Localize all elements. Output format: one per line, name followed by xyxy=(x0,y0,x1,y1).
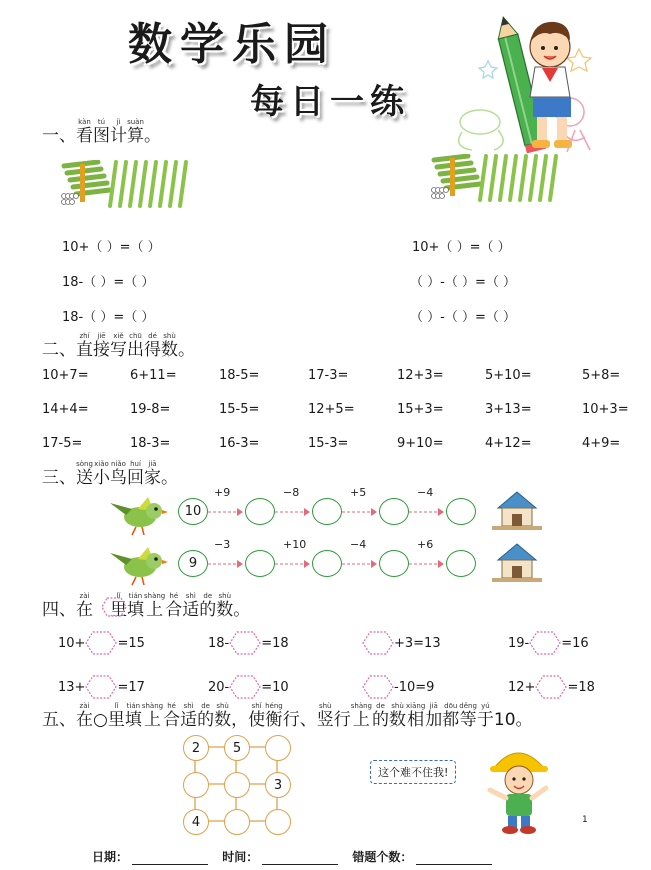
pinyin xyxy=(161,460,178,468)
sticks-bundle-right xyxy=(428,154,563,206)
calc-item: 5+10= xyxy=(485,368,532,383)
pinyin xyxy=(93,702,108,710)
arrow-head xyxy=(304,560,310,568)
page-number: 1 xyxy=(582,815,588,825)
pinyin: shì xyxy=(185,592,196,600)
calc-item: 19-8= xyxy=(130,402,171,417)
hanzi: 合 xyxy=(165,600,183,620)
time-label: 时间： xyxy=(222,850,259,864)
heading-char xyxy=(93,460,110,488)
pinyin xyxy=(283,702,300,710)
operation-label: −8 xyxy=(283,486,300,499)
hanzi: 填 xyxy=(124,710,142,730)
ring-cell[interactable] xyxy=(265,809,291,835)
pinyin xyxy=(334,702,351,710)
calc-item: 3+13= xyxy=(485,402,532,417)
operation-label: +5 xyxy=(350,486,367,499)
pinyin: niǎo xyxy=(111,460,126,468)
hanzi: 出 xyxy=(127,340,144,360)
heading-char xyxy=(161,460,178,488)
pinyin: shàng xyxy=(350,702,372,710)
pinyin: sòng xyxy=(76,460,93,468)
hanzi: 在 xyxy=(76,600,93,620)
heading-char xyxy=(127,332,144,360)
pinyin xyxy=(231,702,248,710)
hanzi: ， xyxy=(231,710,249,730)
hanzi: 的 xyxy=(197,710,215,730)
pinyin: zài xyxy=(79,702,90,710)
hanzi: 数 xyxy=(389,710,406,730)
hanzi: 写 xyxy=(110,340,127,360)
answer-circle[interactable] xyxy=(245,550,275,577)
heading-char xyxy=(248,702,265,730)
equation-suffix: =16 xyxy=(561,635,589,651)
heading-char xyxy=(163,702,180,730)
pinyin: děng xyxy=(459,702,477,710)
boy-with-pencil-illustration xyxy=(440,12,610,162)
hanzi: 得 xyxy=(144,340,161,360)
pinyin xyxy=(144,118,161,126)
calc-item: 18-5= xyxy=(219,368,260,383)
hanzi: 、 xyxy=(299,710,317,730)
heading-char xyxy=(110,460,127,488)
heading-char xyxy=(110,118,127,146)
answer-circle[interactable] xyxy=(312,550,342,577)
heading-char xyxy=(76,702,93,730)
heading-char xyxy=(494,702,533,730)
pinyin: yú xyxy=(481,702,490,710)
hanzi: 。 xyxy=(161,468,178,488)
pinyin: tián xyxy=(128,592,143,600)
pinyin: shǐ xyxy=(251,702,262,710)
arrow-head xyxy=(237,508,243,516)
hexagon-blank[interactable] xyxy=(85,675,117,699)
calc-item: 16-3= xyxy=(219,436,260,451)
hanzi: 的 xyxy=(372,710,389,730)
ring-cell: 2 xyxy=(183,735,209,761)
operation-label: +10 xyxy=(283,538,307,551)
ring-cell[interactable] xyxy=(183,772,209,798)
calc-item: 4+9= xyxy=(582,436,621,451)
heading-char xyxy=(93,332,110,360)
answer-circle[interactable] xyxy=(446,550,476,577)
equation-suffix: +3=13 xyxy=(394,635,441,651)
pinyin xyxy=(233,592,250,600)
hanzi: 里 xyxy=(107,710,125,730)
fill-equation xyxy=(208,675,289,699)
heading-char xyxy=(144,118,161,146)
equation-suffix: =17 xyxy=(117,679,145,695)
pinyin: jì xyxy=(116,118,121,126)
pinyin: zhí xyxy=(79,332,90,340)
answer-circle[interactable] xyxy=(245,498,275,525)
pinyin: shù xyxy=(218,592,232,600)
pinyin: xiě xyxy=(113,332,124,340)
page-title: 数学乐园 xyxy=(128,19,336,70)
heading-char xyxy=(125,702,142,730)
heading-char xyxy=(389,702,406,730)
calc-item: 15-3= xyxy=(308,436,349,451)
hanzi: 计 xyxy=(110,126,127,146)
section-5-heading: 五、 zài 在 ○ lǐ 里 tián 填 shàng 上 hé 合 shì 适 de 的 shù 数 ， shǐ 使 héng 衡 行 、 shù 竖 行 shàng 上 de 的 shù 数 xiāng 相 jiā 加 dōu 都 děng 等 yú 于 10。 xyxy=(42,702,533,730)
hanzi: 小 xyxy=(93,468,110,488)
hanzi: 直 xyxy=(76,340,93,360)
s1-right-eq-3: （ ）-（ ）=（ ） xyxy=(410,310,516,325)
hanzi: 相 xyxy=(407,710,425,730)
section-3-heading: 三、 sòng 送 xiǎo 小 niǎo 鸟 huí 回 jiā 家 。 xyxy=(42,460,178,488)
equation-suffix: =15 xyxy=(117,635,145,651)
calc-item: 18-3= xyxy=(130,436,171,451)
hanzi: 都 xyxy=(442,710,460,730)
calc-item: 15+3= xyxy=(397,402,444,417)
heading-char xyxy=(265,702,283,730)
heading-char xyxy=(214,702,231,730)
arrow-head xyxy=(371,560,377,568)
heading-char xyxy=(142,702,163,730)
hexagon-blank[interactable] xyxy=(535,675,567,699)
pinyin: jiā xyxy=(148,460,157,468)
hanzi: 回 xyxy=(127,468,144,488)
pinyin: suàn xyxy=(127,118,144,126)
heading-char xyxy=(351,702,372,730)
hanzi: 竖 xyxy=(316,710,334,730)
heading-char xyxy=(93,118,110,146)
pinyin: lǐ xyxy=(116,592,121,600)
heading-char xyxy=(477,702,494,730)
pinyin xyxy=(494,702,533,710)
pinyin: shàng xyxy=(144,592,166,600)
fill-equation xyxy=(508,631,589,655)
hanzi: 适 xyxy=(180,710,198,730)
hanzi: 。 xyxy=(144,126,161,146)
heading-char xyxy=(372,702,389,730)
pinyin: jiē xyxy=(97,332,106,340)
equation-prefix: 13+ xyxy=(58,679,86,695)
hexagon-blank[interactable] xyxy=(85,631,117,655)
heading-char xyxy=(161,332,178,360)
calc-item: 15-5= xyxy=(219,402,260,417)
hanzi: 数 xyxy=(214,710,232,730)
hexagon-blank[interactable] xyxy=(529,631,561,655)
heading-char xyxy=(459,702,477,730)
fill-equation xyxy=(58,631,145,655)
pinyin: hé xyxy=(167,702,176,710)
heading-char xyxy=(216,592,233,620)
equation-suffix: =10 xyxy=(261,679,289,695)
hexagon-blank[interactable] xyxy=(362,631,394,655)
ring-cell: 5 xyxy=(224,735,250,761)
heading-char xyxy=(76,592,93,620)
s1-right-eq-2: （ ）-（ ）=（ ） xyxy=(410,275,516,290)
pinyin: hé xyxy=(169,592,179,600)
arrow-head xyxy=(438,508,444,516)
pinyin: héng xyxy=(265,702,283,710)
hanzi: 合 xyxy=(163,710,181,730)
fill-equation xyxy=(508,675,595,699)
date-blank[interactable] xyxy=(132,852,208,865)
arrow-head xyxy=(304,508,310,516)
calc-item: 5+8= xyxy=(582,368,621,383)
equation-suffix: =18 xyxy=(567,679,595,695)
answer-circle[interactable] xyxy=(379,498,409,525)
calc-item: 10+3= xyxy=(582,402,629,417)
operation-label: +6 xyxy=(417,538,434,551)
equation-suffix: =18 xyxy=(261,635,289,651)
hanzi: 使 xyxy=(248,710,266,730)
s1-left-eq-2: 18-（ ）=（ ） xyxy=(62,275,155,290)
heading-char xyxy=(144,332,161,360)
hexagon-blank[interactable] xyxy=(362,675,394,699)
ring-cell[interactable] xyxy=(224,772,250,798)
hanzi: 的 xyxy=(199,600,217,620)
equation-prefix: 20- xyxy=(208,679,230,695)
heading-char xyxy=(197,702,214,730)
operation-label: +9 xyxy=(214,486,231,499)
calc-item: 17-5= xyxy=(42,436,83,451)
hanzi: 家 xyxy=(144,468,161,488)
hexagon-blank[interactable] xyxy=(229,675,261,699)
pinyin: shàng xyxy=(141,702,164,710)
hanzi: 算 xyxy=(127,126,144,146)
heading-char xyxy=(127,592,144,620)
hanzi: 接 xyxy=(93,340,110,360)
pinyin xyxy=(300,702,317,710)
fill-equation xyxy=(362,675,434,699)
hanzi: 加 xyxy=(425,710,443,730)
heading-char xyxy=(127,460,144,488)
calc-item: 14+4= xyxy=(42,402,89,417)
pinyin: tú xyxy=(97,118,106,126)
hanzi: 10。 xyxy=(493,710,533,730)
pinyin: dé xyxy=(148,332,157,340)
ring-cell[interactable] xyxy=(224,809,250,835)
hanzi: 于 xyxy=(476,710,494,730)
fill-equation xyxy=(362,631,441,655)
section-1-heading: 一、 kàn 看 tú 图 jì 计 suàn 算 。 xyxy=(42,118,161,146)
hexagon-icon xyxy=(101,597,127,617)
equation-suffix: -10=9 xyxy=(394,679,435,695)
footer xyxy=(92,848,492,865)
pinyin: shì xyxy=(183,702,194,710)
equation-prefix: 12+ xyxy=(508,679,536,695)
pinyin: de xyxy=(201,702,210,710)
sticks-bundle-left xyxy=(58,160,193,212)
pinyin: shù xyxy=(318,702,332,710)
hanzi: ○ xyxy=(93,710,108,730)
heading-char xyxy=(165,592,182,620)
calc-item: 4+12= xyxy=(485,436,532,451)
section-2-heading: 二、 zhí 直 jiē 接 xiě 写 chū 出 dé 得 shù 数 。 xyxy=(42,332,195,360)
hanzi: 上 xyxy=(143,710,161,730)
speech-bubble: 这个难不住我! xyxy=(370,760,456,784)
arrow-head xyxy=(371,508,377,516)
arrow-head xyxy=(237,560,243,568)
calc-item: 17-3= xyxy=(308,368,349,383)
heading-char xyxy=(182,592,199,620)
pinyin: shù xyxy=(216,702,229,710)
heading-char xyxy=(406,702,425,730)
pinyin: xiāng xyxy=(406,702,426,710)
answer-circle[interactable] xyxy=(312,498,342,525)
hanzi: 在 xyxy=(76,710,93,730)
pinyin: kàn xyxy=(78,118,91,126)
s1-right-eq-1: 10+（ ）=（ ） xyxy=(412,240,511,255)
hanzi: 适 xyxy=(182,600,200,620)
heading-char xyxy=(233,592,250,620)
equation-prefix: 10+ xyxy=(58,635,86,651)
calc-item: 6+11= xyxy=(130,368,177,383)
heading-char xyxy=(76,460,93,488)
errors-label: 错题个数： xyxy=(352,850,413,864)
hanzi: 上 xyxy=(352,710,370,730)
time-blank[interactable] xyxy=(262,852,338,865)
heading-char xyxy=(76,332,93,360)
ring-cell: 3 xyxy=(265,772,291,798)
hanzi: 填 xyxy=(127,600,144,620)
pinyin: jiā xyxy=(429,702,438,710)
heading-char xyxy=(317,702,334,730)
start-number-circle: 9 xyxy=(178,550,208,577)
heading-char xyxy=(144,460,161,488)
pinyin: lǐ xyxy=(114,702,119,710)
hanzi: 行 xyxy=(282,710,300,730)
heading-char xyxy=(283,702,300,730)
kid-yellow-hat-illustration xyxy=(480,742,558,836)
fill-equation xyxy=(208,631,289,655)
answer-circle[interactable] xyxy=(446,498,476,525)
hanzi: 等 xyxy=(459,710,477,730)
arrow-head xyxy=(438,560,444,568)
pinyin: de xyxy=(376,702,385,710)
pinyin: zài xyxy=(79,592,90,600)
pinyin: shù xyxy=(391,702,404,710)
pinyin: chū xyxy=(129,332,142,340)
answer-circle[interactable] xyxy=(379,550,409,577)
s1-left-eq-1: 10+（ ）=（ ） xyxy=(62,240,161,255)
hanzi: 数 xyxy=(216,600,234,620)
hanzi: 。 xyxy=(233,600,251,620)
calc-item: 9+10= xyxy=(397,436,444,451)
heading-char xyxy=(178,332,195,360)
hanzi: 。 xyxy=(178,340,195,360)
fill-equation xyxy=(58,675,145,699)
heading-char xyxy=(334,702,351,730)
hanzi: 上 xyxy=(146,600,164,620)
start-number-circle: 10 xyxy=(178,498,208,525)
pinyin: dōu xyxy=(444,702,458,710)
heading-char xyxy=(144,592,165,620)
calc-item: 10+7= xyxy=(42,368,89,383)
pinyin: shù xyxy=(163,332,176,340)
pinyin: xiǎo xyxy=(94,460,109,468)
heading-char xyxy=(180,702,197,730)
hanzi: 送 xyxy=(76,468,93,488)
errors-blank[interactable] xyxy=(416,852,492,865)
heading-char xyxy=(199,592,216,620)
date-label: 日期： xyxy=(92,850,129,864)
heading-char xyxy=(110,332,127,360)
calc-item: 12+3= xyxy=(397,368,444,383)
page-subtitle: 每日一练 xyxy=(250,82,410,122)
hanzi: 里 xyxy=(110,600,127,620)
equation-prefix: 18- xyxy=(208,635,230,651)
ring-cell[interactable] xyxy=(265,735,291,761)
hanzi: 数 xyxy=(161,340,178,360)
heading-char xyxy=(127,118,144,146)
heading-char xyxy=(231,702,248,730)
pinyin: huí xyxy=(130,460,141,468)
hanzi: 看 xyxy=(76,126,93,146)
heading-char xyxy=(93,702,108,730)
section-4-heading: 四、 zài 在 lǐ 里 tián 填 shàng 上 hé 合 shì 适 de 的 shù 数 。 xyxy=(42,592,251,620)
hanzi: 衡 xyxy=(265,710,283,730)
operation-label: −3 xyxy=(214,538,231,551)
ring-cell: 4 xyxy=(183,809,209,835)
heading-char xyxy=(425,702,442,730)
heading-char xyxy=(300,702,317,730)
pinyin: de xyxy=(203,592,213,600)
heading-char xyxy=(108,702,125,730)
hexagon-blank[interactable] xyxy=(229,631,261,655)
heading-char xyxy=(442,702,459,730)
pinyin xyxy=(178,332,195,340)
hanzi: 行 xyxy=(333,710,351,730)
heading-char xyxy=(76,118,93,146)
s1-left-eq-3: 18-（ ）=（ ） xyxy=(62,310,155,325)
pinyin: tián xyxy=(126,702,141,710)
calc-item: 12+5= xyxy=(308,402,355,417)
equation-prefix: 19- xyxy=(508,635,530,651)
hanzi: 图 xyxy=(93,126,110,146)
hanzi: 鸟 xyxy=(110,468,127,488)
operation-label: −4 xyxy=(417,486,434,499)
operation-label: −4 xyxy=(350,538,367,551)
